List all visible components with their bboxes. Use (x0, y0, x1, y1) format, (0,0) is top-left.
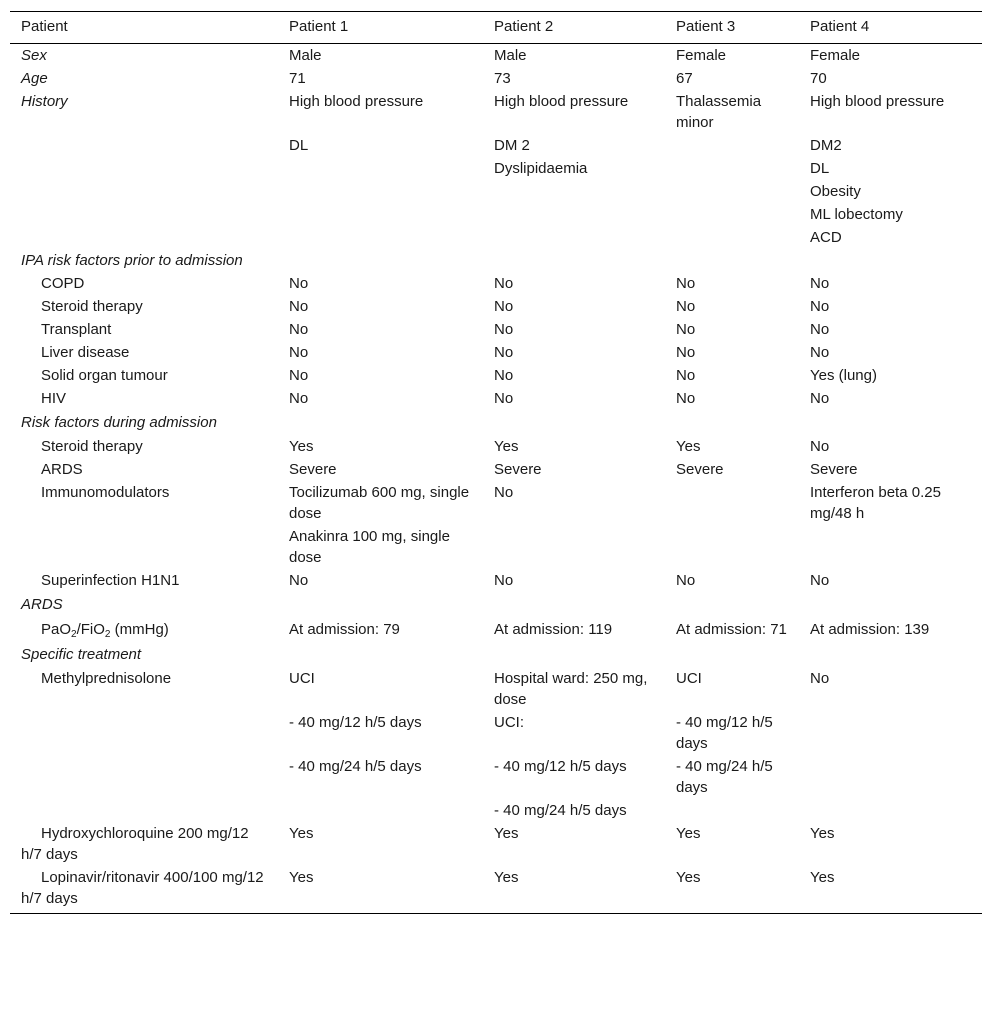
cell-empty (278, 157, 483, 180)
cell: Yes (289, 438, 314, 455)
cell: Tocilizumab 600 mg, single dose (289, 484, 470, 522)
cell: Yes (494, 825, 519, 842)
cell: At admission: 139 (810, 621, 930, 638)
cell: No (289, 298, 309, 315)
row-label-methylprednisolone: Methylprednisolone (41, 670, 172, 687)
cell: - 40 mg/24 h/5 days (289, 758, 422, 775)
header-patient-2: Patient 2 (483, 12, 665, 44)
cell: No (676, 298, 696, 315)
cell: At admission: 79 (289, 621, 400, 638)
cell-empty (799, 799, 982, 822)
table-row (10, 272, 982, 295)
cell: No (494, 298, 514, 315)
cell-empty (665, 481, 799, 525)
cell-empty (10, 157, 278, 180)
table-row (10, 569, 982, 592)
cell: Female (810, 47, 861, 64)
row-label-transplant: Transplant (41, 321, 112, 338)
cell: No (494, 344, 514, 361)
cell-empty (278, 180, 483, 203)
cell: High blood pressure (810, 93, 945, 110)
table-row (10, 435, 982, 458)
table-row (10, 134, 982, 157)
section-row (10, 410, 982, 435)
cell: Thalassemia minor (676, 93, 762, 131)
cell: Severe (810, 461, 858, 478)
row-label-history: History (21, 93, 68, 110)
patient-characteristics-table (10, 11, 982, 914)
cell-empty (799, 711, 982, 755)
row-label-copd: COPD (41, 275, 85, 292)
header-patient: Patient (10, 12, 278, 44)
cell-empty (799, 525, 982, 569)
cell: UCI (289, 670, 315, 687)
cell: No (810, 298, 830, 315)
cell: No (676, 275, 696, 292)
cell: No (810, 438, 830, 455)
cell-empty (665, 525, 799, 569)
cell-empty (665, 134, 799, 157)
table-row (10, 822, 982, 866)
cell-empty (10, 799, 278, 822)
cell: No (289, 390, 309, 407)
table-row (10, 525, 982, 569)
row-label-liver: Liver disease (41, 344, 130, 361)
cell: No (810, 390, 830, 407)
header-patient-3: Patient 3 (665, 12, 799, 44)
cell-empty (665, 180, 799, 203)
cell: UCI (676, 670, 702, 687)
table-row (10, 157, 982, 180)
table-row (10, 866, 982, 914)
cell: No (810, 275, 830, 292)
table-row (10, 295, 982, 318)
cell: DL (289, 137, 309, 154)
cell: No (289, 367, 309, 384)
cell: - 40 mg/24 h/5 days (494, 802, 627, 819)
cell: No (676, 572, 696, 589)
cell: DL (810, 160, 830, 177)
table-row (10, 667, 982, 711)
cell: Female (676, 47, 727, 64)
cell: No (676, 344, 696, 361)
cell: Yes (676, 825, 701, 842)
cell-empty (10, 203, 278, 226)
cell-empty (665, 203, 799, 226)
cell: - 40 mg/12 h/5 days (676, 714, 773, 752)
cell: 70 (810, 70, 827, 87)
table-row (10, 203, 982, 226)
cell: 71 (289, 70, 306, 87)
cell-empty (10, 134, 278, 157)
table-row (10, 318, 982, 341)
table-row (10, 364, 982, 387)
row-label-steroid-during: Steroid therapy (41, 438, 143, 455)
section-row (10, 642, 982, 667)
cell: No (494, 367, 514, 384)
row-label-h1n1: Superinfection H1N1 (41, 572, 180, 589)
table-row (10, 387, 982, 410)
table-row (10, 799, 982, 822)
row-label-lopinavir: Lopinavir/ritonavir 400/100 mg/12 h/7 days (10, 866, 278, 914)
cell: Yes (810, 825, 835, 842)
cell: No (810, 572, 830, 589)
table-row (10, 90, 982, 134)
row-label-immunomodulators: Immunomodulators (41, 484, 170, 501)
cell: Severe (289, 461, 337, 478)
cell: No (494, 572, 514, 589)
cell-empty (278, 226, 483, 249)
cell-empty (10, 525, 278, 569)
row-label-age: Age (21, 70, 48, 87)
cell: No (676, 321, 696, 338)
cell: Yes (lung) (810, 367, 877, 384)
cell: At admission: 119 (494, 621, 613, 638)
row-label-hydroxychloroquine: Hydroxychloroquine 200 mg/12 h/7 days (21, 825, 249, 863)
cell-empty (10, 226, 278, 249)
cell-empty (10, 180, 278, 203)
cell-empty (665, 157, 799, 180)
cell: - 40 mg/12 h/5 days (289, 714, 422, 731)
cell: Yes (289, 825, 314, 842)
cell: High blood pressure (289, 93, 424, 110)
cell: Yes (665, 866, 799, 914)
table-row (10, 226, 982, 249)
cell: Male (289, 47, 322, 64)
cell-empty (10, 711, 278, 755)
table-row (10, 180, 982, 203)
cell: Anakinra 100 mg, single dose (289, 528, 450, 566)
cell: DM2 (810, 137, 842, 154)
cell: 67 (676, 70, 693, 87)
row-label-hiv: HIV (41, 390, 67, 407)
table-row (10, 458, 982, 481)
table-row (10, 617, 982, 642)
cell-empty (483, 525, 665, 569)
cell: No (494, 484, 514, 501)
table-header-row (10, 12, 982, 44)
cell: Yes (483, 866, 665, 914)
cell: No (494, 390, 514, 407)
row-label-pafi: PaO$_2$/FiO$_2$ (mmHg) (41, 621, 169, 640)
cell: Hospital ward: 250 mg, dose (494, 670, 648, 708)
cell: - 40 mg/12 h/5 days (494, 758, 627, 775)
section-label-specific: Specific treatment (21, 646, 142, 663)
table-row (10, 755, 982, 799)
cell-empty (278, 799, 483, 822)
cell-empty (665, 226, 799, 249)
table-row (10, 711, 982, 755)
cell: At admission: 71 (676, 621, 787, 638)
section-label-ipa: IPA risk factors prior to admission (21, 252, 243, 269)
cell: ACD (810, 229, 842, 246)
cell-empty (483, 226, 665, 249)
cell: 73 (494, 70, 511, 87)
header-patient-4: Patient 4 (799, 12, 982, 44)
cell: No (494, 321, 514, 338)
cell: UCI: (494, 714, 524, 731)
cell: No (289, 572, 309, 589)
cell-empty (665, 799, 799, 822)
row-label-sex: Sex (21, 47, 47, 64)
cell: No (810, 321, 830, 338)
section-row (10, 592, 982, 617)
cell: High blood pressure (494, 93, 629, 110)
cell-empty (483, 203, 665, 226)
cell: Dyslipidaemia (494, 160, 588, 177)
cell: DM 2 (494, 137, 530, 154)
row-label-steroid-prior: Steroid therapy (41, 298, 143, 315)
cell: - 40 mg/24 h/5 days (676, 758, 773, 796)
cell: No (676, 367, 696, 384)
cell: No (289, 275, 309, 292)
cell: No (289, 344, 309, 361)
cell: Severe (676, 461, 724, 478)
table-row (10, 481, 982, 525)
cell: Male (494, 47, 527, 64)
row-label-tumour: Solid organ tumour (41, 367, 168, 384)
header-patient-1: Patient 1 (278, 12, 483, 44)
cell: Yes (799, 866, 982, 914)
cell: Yes (676, 438, 701, 455)
section-label-during: Risk factors during admission (21, 414, 217, 431)
cell: Yes (278, 866, 483, 914)
table-row (10, 341, 982, 364)
cell: Severe (494, 461, 542, 478)
cell-empty (483, 180, 665, 203)
cell: ML lobectomy (810, 206, 903, 223)
cell-empty (799, 755, 982, 799)
cell: No (810, 670, 830, 687)
section-label-ards: ARDS (21, 596, 63, 613)
cell: Obesity (810, 183, 861, 200)
table-row (10, 67, 982, 90)
cell-empty (278, 203, 483, 226)
cell: Yes (494, 438, 519, 455)
cell: Interferon beta 0.25 mg/48 h (810, 484, 941, 522)
cell: No (810, 344, 830, 361)
cell: No (494, 275, 514, 292)
table-row (10, 44, 982, 68)
cell: No (676, 390, 696, 407)
cell-empty (10, 755, 278, 799)
section-row (10, 249, 982, 272)
cell: No (289, 321, 309, 338)
row-label-ards-severity: ARDS (41, 461, 83, 478)
